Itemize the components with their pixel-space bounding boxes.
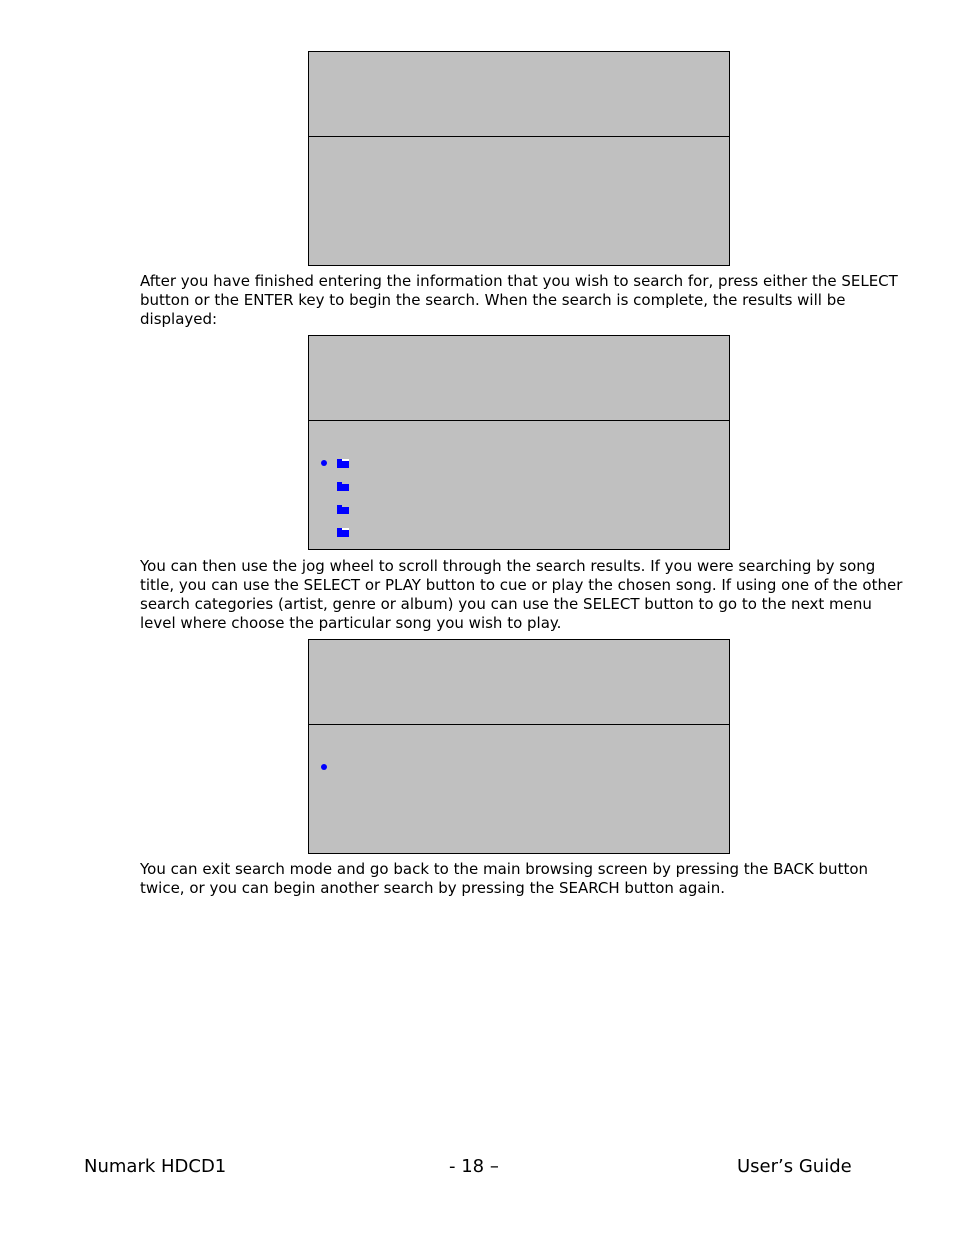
folder-icon[interactable] [337, 459, 349, 468]
screen-body-area [309, 725, 729, 853]
footer-guide-title: User’s Guide [737, 1156, 852, 1177]
instruction-paragraph-search: After you have finished entering the information that you wish to search for, press either the SELECT button or the ENTER key to begin the search. When the search is complete, the results will be displayed: [140, 272, 898, 328]
instruction-paragraph-exit: You can exit search mode and go back to the main browsing screen by pressing the BACK button twice, or you can begin another search by pressing the SEARCH button again. [140, 860, 869, 897]
folder-icon[interactable] [337, 505, 349, 514]
screen-body-area [309, 137, 729, 265]
screen-header-area [309, 52, 729, 137]
folder-icon[interactable] [337, 528, 349, 537]
search-entry-screen [308, 51, 730, 266]
selection-bullet-icon [321, 460, 327, 466]
search-results-screen [308, 335, 730, 550]
folder-icon[interactable] [337, 482, 349, 491]
screen-body-area [309, 421, 729, 549]
selection-bullet-icon [321, 764, 327, 770]
screen-header-area [309, 640, 729, 725]
footer-page-number: - 18 – [449, 1156, 499, 1177]
song-list-screen [308, 639, 730, 854]
instruction-paragraph-scroll: You can then use the jog wheel to scroll through the search results. If you were searching by song title, you can use the SELECT or PLAY button to cue or play the chosen song. If using one of the other search categories (artist, genre or album) you can use the SELECT button to go to the next menu level where choose the particular song you wish to play. [140, 557, 903, 632]
screen-header-area [309, 336, 729, 421]
footer-product-name: Numark HDCD1 [84, 1156, 227, 1177]
